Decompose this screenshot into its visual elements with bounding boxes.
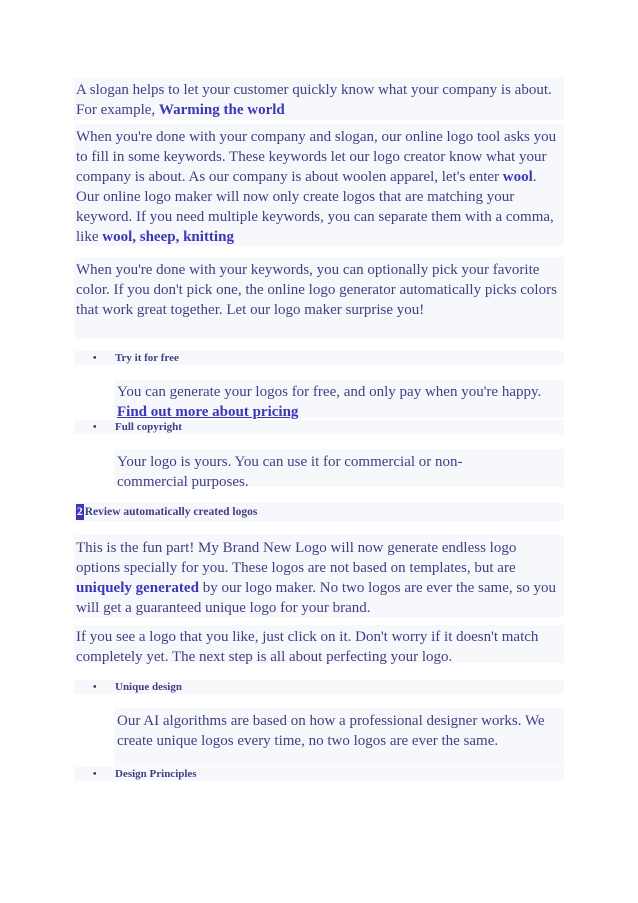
select-logo-paragraph <box>76 627 562 667</box>
review-paragraph <box>76 538 562 618</box>
emphasis-text: uniquely generated <box>76 580 199 596</box>
bullet-icon: • <box>93 422 97 433</box>
paragraph-text: When you're done with your company and slogan, our online logo tool asks you to fill in some keywords. These keywords let our logo creator know what your company is about. As our company is about woolen apparel, let's enter <box>76 129 557 185</box>
feature-description <box>117 711 557 751</box>
slogan-paragraph <box>76 80 562 120</box>
feature-title: Try it for free <box>115 352 179 364</box>
paragraph-text: You can generate your logos for free, and only pay when you're happy. <box>117 384 542 400</box>
step-heading <box>76 504 257 520</box>
keywords-example: wool, sheep, knitting <box>102 229 234 245</box>
paragraph-text: If you see a logo that you like, just click on it. Don't worry if it doesn't match completely yet. The next step is all about perfecting your logo. <box>76 629 539 665</box>
list-item <box>93 351 179 366</box>
step-title: Review automatically created logos <box>84 506 258 518</box>
bullet-icon: • <box>93 353 97 364</box>
paragraph-text: by our logo maker. No two logos are ever the same, so you will get a guaranteed unique logo for your brand. <box>76 580 556 616</box>
feature-title: Full copyright <box>115 421 182 433</box>
slogan-example: Warming the world <box>158 102 285 118</box>
list-item <box>93 767 197 782</box>
paragraph-text: Our AI algorithms are based on how a professional designer works. We create unique logos every time, no two logos are ever the same. <box>117 713 545 749</box>
bullet-icon: • <box>93 769 97 780</box>
paragraph-text: A slogan helps to let your customer quickly know what your company is about. For example, <box>76 82 552 118</box>
color-paragraph <box>76 260 562 320</box>
feature-title: Design Principles <box>115 768 197 780</box>
keywords-paragraph <box>76 127 562 247</box>
paragraph-text: Your logo is yours. You can use it for commercial or non-commercial purposes. <box>117 454 463 490</box>
paragraph-text: When you're done with your keywords, you can optionally pick your favorite color. If you don't pick one, the online logo generator automatically picks colors that work great together. Let our logo maker surprise you! <box>76 262 557 318</box>
paragraph-text: . Our online logo maker will now only create logos that are matching your keyword. If you need multiple keywords, you can separate them with a comma, like <box>76 169 554 245</box>
bullet-icon: • <box>93 682 97 693</box>
list-item <box>93 680 182 695</box>
paragraph-text: This is the fun part! My Brand New Logo will now generate endless logo options specially for you. These logos are not based on templates, but are <box>76 540 517 576</box>
feature-description <box>117 452 517 492</box>
list-item <box>93 420 182 435</box>
feature-description <box>117 382 557 422</box>
pricing-link[interactable]: Find out more about pricing <box>117 404 299 420</box>
feature-title: Unique design <box>115 681 182 693</box>
step-number: 2 <box>77 506 83 518</box>
keyword-example: wool <box>502 169 533 185</box>
